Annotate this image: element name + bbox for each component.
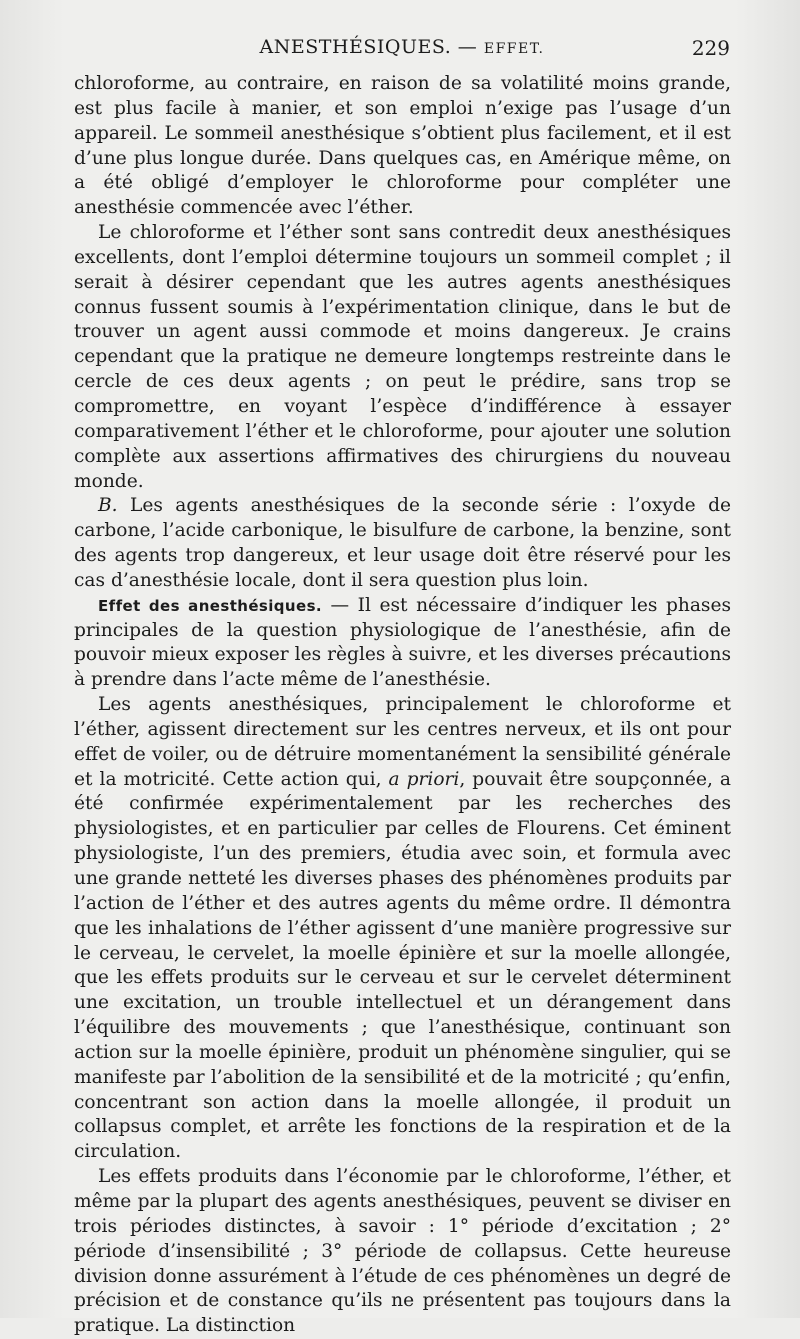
paragraph-6-text: Les effets produits dans l’économie par le chloroforme, l’éther, et même par la plupart des agents anesthésiques, peuvent se diviser en trois périodes distinctes, à savoir : 1° période d’excitation ; 2° période d’insensibilité ; 3° période de collapsus. Cette heureuse division donne assurément à l’étude de ces phénomènes un degré de précision et de constance qu’ils ne présentent pas toujours dans la pratique. La distinction [74,1166,731,1337]
running-title [74,36,730,58]
header-title: ANESTHÉSIQUES. [259,36,452,58]
paragraph-2-text: Le chloroforme et l’éther sont sans contredit deux anesthésiques excellents, dont l’emploi détermine toujours un sommeil complet ; il serait à désirer cependant que les autres agents anesthésiques connus fussent soumis à l’expérimentation clinique, dans le but de trouver un agent aussi commode et moins dangereux. Je crains cependant que la pratique ne demeure longtemps restreinte dans le cercle de ces deux agents ; on peut le prédire, sans trop se compromettre, en voyant l’espèce d’indifférence à essayer comparativement l’éther et le chloroforme, pour ajouter une solution complète aux assertions affirmatives des chirurgiens du nouveau monde. [74,222,731,492]
paragraph-6 [74,1165,731,1339]
page-number: 229 [691,36,730,60]
paragraph-2 [74,221,731,494]
header-dash: — [457,36,478,58]
paragraph-5-text-a: Les agents anesthésiques, principalement le chloroforme et l’éther, agissent directement sur les centres nerveux, et ils ont pour effet de voiler, ou de détruire momentanément la sensibilité générale et la motricité. Cette action qui, [74,694,731,790]
paragraph-4 [74,594,731,693]
paragraph-1 [74,72,731,221]
paragraph-1-text: chloroforme, au contraire, en raison de sa volatilité moins grande, est plus facile à manier, et son emploi n’exige pas l’usage d’un appareil. Le sommeil anesthésique s’obtient plus facilement, et il est d’une plus longue durée. Dans quelques cas, en Amérique même, on a été obligé d’employer le chloroforme pour compléter une anesthésie commencée avec l’éther. [74,73,731,219]
section-heading: Effet des anesthésiques. [98,596,322,615]
paragraph-3-lead: B. [98,495,118,517]
paragraph-3-text: Les agents anesthésiques de la seconde série : l’oxyde de carbone, l’acide carbonique, le bisulfure de carbone, la benzine, sont des agents trop dangereux, et leur usage doit être réservé pour les cas d’anesthésie locale, dont il sera question plus loin. [74,495,731,591]
paragraph-4-text: — Il est nécessaire d’indiquer les phases principales de la question physiologique de l’anesthésie, afin de pouvoir mieux exposer les règles à suivre, et les diverses précautions à prendre dans l’acte même de l’anesthésie. [74,594,731,691]
paragraph-5-italic: a priori [388,768,460,790]
running-header [74,36,730,66]
body-text [74,72,731,1339]
paragraph-3 [74,494,731,593]
paragraph-5 [74,693,731,1165]
paragraph-5-text-b: , pouvait être soupçonnée, a été confirmée expérimentalement par les recherches des physiologistes, et en particulier par celles de Flourens. Cet éminent physiologiste, l’un des premiers, étudia avec soin, et formula avec une grande netteté les diverses phases des phénomènes produits par l’action de l’éther et des autres agents du même ordre. Il démontra que les inhalations de l’éther agissent d’une manière progressive sur le cerveau, le cervelet, la moelle épinière et sur la moelle allongée, que les effets produits sur le cerveau et sur le cervelet déterminent une excitation, un trouble intellectuel et un dérangement dans l’équilibre des mouvements ; que l’anesthésique, continuant son action sur la moelle épinière, produit un phénomène singulier, qui se manifeste par l’abolition de la sensibilité et de la motricité ; qu’enfin, concentrant son action dans la moelle allongée, il produit un collapsus complet, et arrête les fonctions de la respiration et de la circulation. [74,768,731,1163]
header-section: EFFET. [483,41,545,57]
